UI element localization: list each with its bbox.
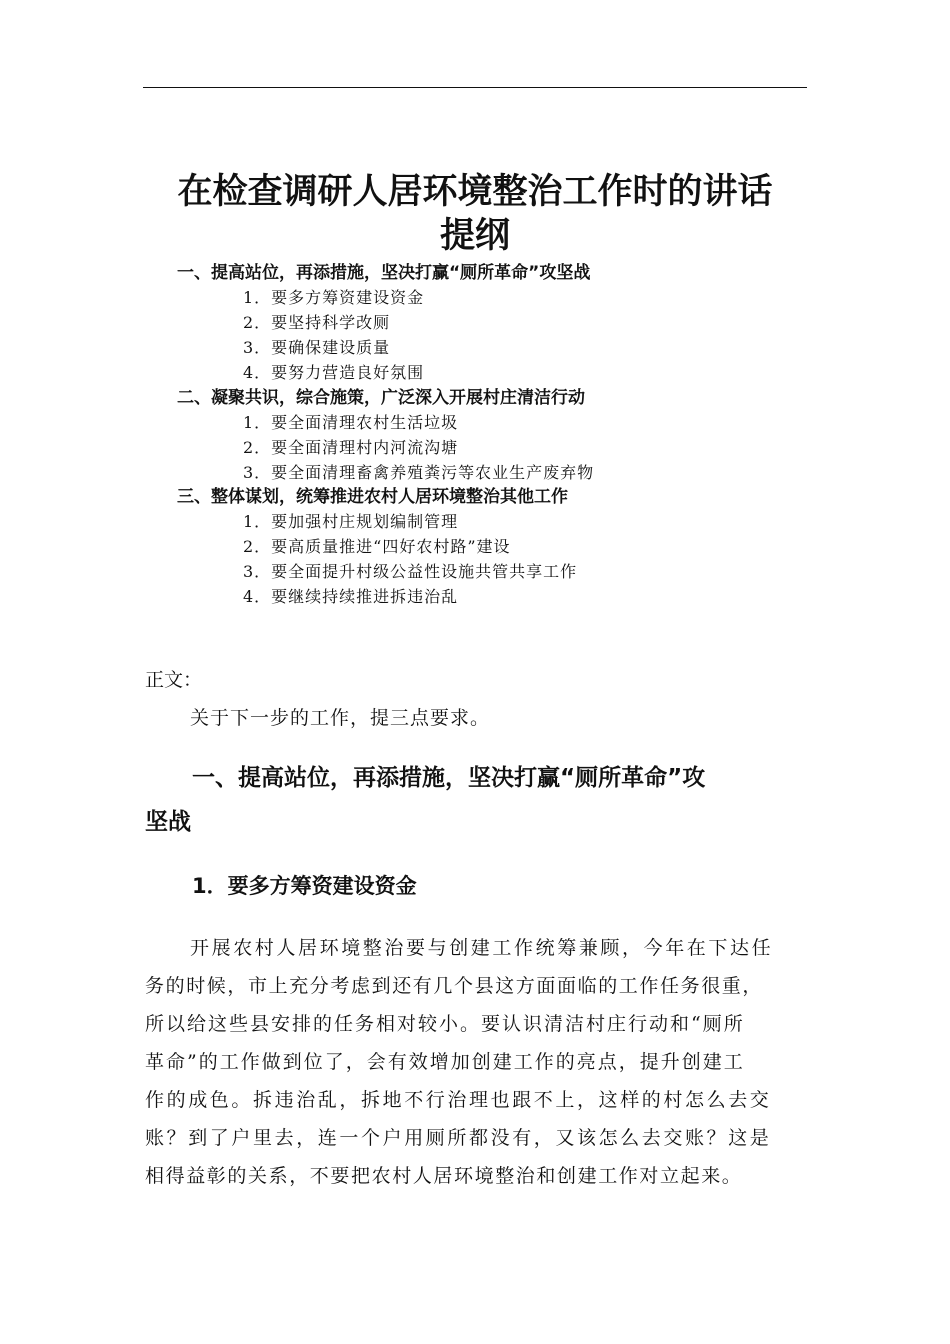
outline-item: 3．要全面清理畜禽养殖粪污等农业生产废弃物: [243, 463, 595, 482]
outline-item: 2．要高质量推进“四好农村路”建设: [243, 537, 511, 556]
document-title-line-2: 提纲: [439, 216, 510, 256]
outline-item: 2．要坚持科学改厕: [243, 313, 391, 332]
outline-item: 4．要努力营造良好氛围: [243, 363, 425, 382]
body-intro: 关于下一步的工作，提三点要求。: [190, 707, 491, 729]
section-heading-line-2: 坚战: [145, 809, 191, 835]
outline-section-heading: 一、提高站位，再添措施，坚决打赢“厕所革命”攻坚战: [177, 263, 591, 283]
header-rule: [143, 87, 807, 88]
outline-item: 2．要全面清理村内河流沟塘: [243, 438, 459, 457]
paragraph-line: 开展农村人居环境整治要与创建工作统筹兼顾，今年在下达任: [190, 937, 774, 959]
subheading: 1．要多方筹资建设资金: [192, 874, 417, 898]
outline-item: 3．要全面提升村级公益性设施共管共享工作: [243, 562, 578, 581]
section-heading-line-1: 一、提高站位，再添措施，坚决打赢“厕所革命”攻: [192, 765, 706, 791]
outline-section-heading: 二、凝聚共识，综合施策，广泛深入开展村庄清洁行动: [177, 388, 585, 408]
paragraph-line: 务的时候，市上充分考虑到还有几个县这方面面临的工作任务很重，: [145, 975, 764, 997]
paragraph-line: 作的成色。拆违治乱，拆地不行治理也跟不上，这样的村怎么去交: [145, 1089, 772, 1111]
outline-item: 4．要继续持续推进拆违治乱: [243, 587, 459, 606]
outline-item: 1．要加强村庄规划编制管理: [243, 512, 459, 531]
document-title-line-1: 在检查调研人居环境整治工作时的讲话: [177, 172, 773, 212]
outline-item: 1．要全面清理农村生活垃圾: [243, 413, 459, 432]
outline-section-heading: 三、整体谋划，统筹推进农村人居环境整治其他工作: [177, 487, 568, 507]
outline-item: 3．要确保建设质量: [243, 338, 391, 357]
body-label: 正文：: [145, 669, 203, 691]
paragraph-line: 相得益彰的关系，不要把农村人居环境整治和创建工作对立起来。: [145, 1165, 743, 1187]
paragraph-line: 账？到了户里去，连一个户用厕所都没有，又该怎么去交账？这是: [145, 1127, 772, 1149]
outline-item: 1．要多方筹资建设资金: [243, 288, 425, 307]
paragraph-line: 革命”的工作做到位了，会有效增加创建工作的亮点，提升创建工: [145, 1051, 745, 1073]
paragraph-line: 所以给这些县安排的任务相对较小。要认识清洁村庄行动和“厕所: [145, 1013, 745, 1035]
